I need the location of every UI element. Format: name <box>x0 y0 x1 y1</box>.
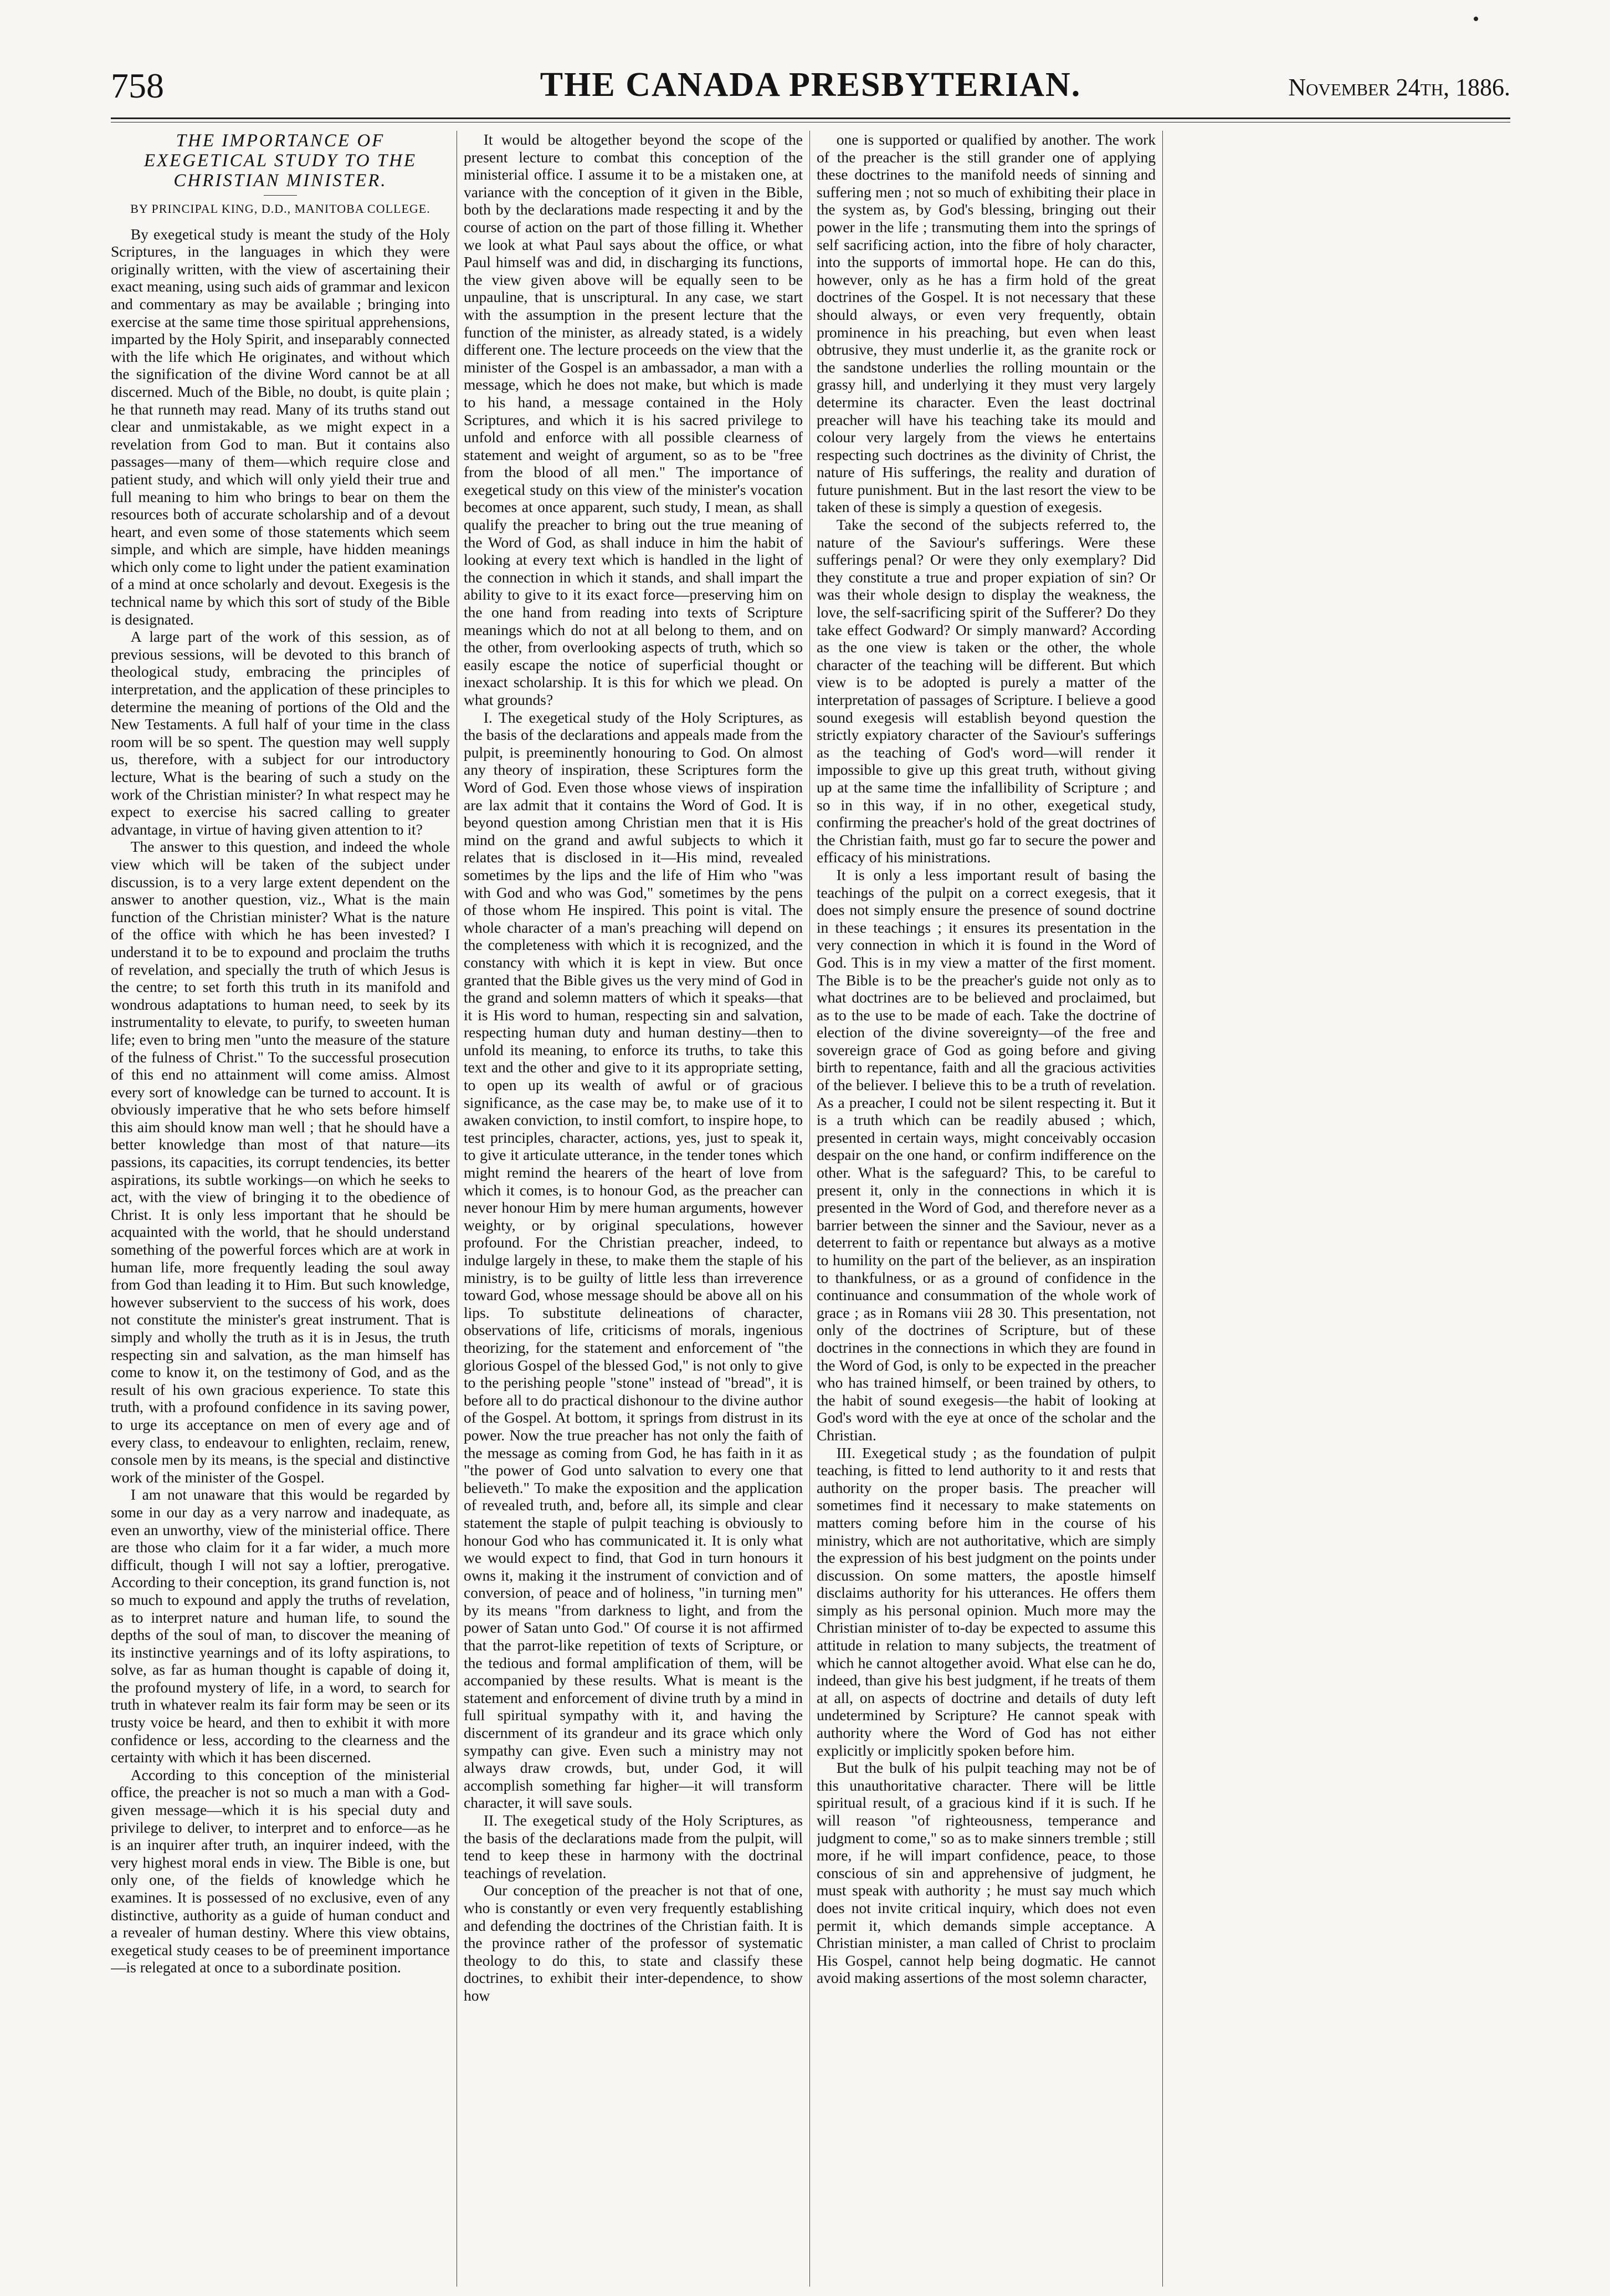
paragraph: It would be altogether beyond the scope of the present lecture to combat this conception of the ministerial office. I assume it to be a mistaken one, at variance with the conception of it given in the Bible, both by the declarations made respecting it and by the course of action on the part of those filling it. Whether we look at what Paul says about the office, or what Paul himself was and did, in discharging its functions, the view given above will be equally seen to be unpauline, that is unscriptural. In any case, we start with the assumption in the present lecture that the function of the minister, as already stated, is a widely different one. The lecture proceeds on the view that the minister of the Gospel is an ambassador, a man with a message, which he does not make, but which is made to his hand, a message contained in the Holy Scriptures, and which it is his sacred privilege to unfold and enforce with all possible clearness of statement and weight of argument, so as to be "free from the blood of all men." The importance of exegetical study on this view of the minister's vocation becomes at once apparent, such study, I mean, as shall qualify the preacher to bring out the true meaning of the Word of God, as shall induce in him the habit of looking at every text which is handled in the light of the connection in which it stands, and shall impart the ability to give to it its exact force—preserving him on the one hand from reading into texts of Scripture meanings which do not at all belong to them, and on the other, from overlooking aspects of truth, which so easily escape the notice of superficial thought or inexact scholarship. It is this for which we plead. On what grounds? <box>464 131 803 708</box>
column-1 <box>111 131 450 2287</box>
paragraph: It is only a less important result of basing the teachings of the pulpit on a correct exegesis, that it does not simply ensure the presence of sound doctrine in these teachings ; it ensures its presentation in the very connection in which it is found in the Word of God. This is in my view a matter of the first moment. The Bible is to be the preacher's guide not only as to what doctrines are to be believed and proclaimed, but as to the use to be made of each. Take the doctrine of election of the divine sovereignty—of the free and sovereign grace of God as going before and giving birth to repentance, faith and all the gracious activities of the believer. I believe this to be a truth of revelation. As a preacher, I could not be silent respecting it. But it is a truth which can be readily abused ; which, presented in certain ways, might conceivably occasion despair on the one hand, or confirm indifference on the other. What is the safeguard? This, to be careful to present it, only in the connections in which it is presented in the Word of God, and therefore never as a barrier between the sinner and the Saviour, never as a deterrent to faith or repentance but always as a motive to humility on the part of the believer, as an inspiration to thankfulness, or as a ground of confidence in the continuance and consummation of the whole work of grace ; as in Romans viii 28 30. This presentation, not only of the doctrines of Scripture, but of these doctrines in the connections in which they are found in the Word of God, is only to be expected in the preacher who has trained himself, or been trained by others, to the habit of sound exegesis—the habit of looking at God's word with the eye at once of the scholar and the Christian. <box>817 866 1156 1444</box>
column-1-text <box>111 226 450 1976</box>
issue-date: November 24th, 1886. <box>1288 74 1510 101</box>
paragraph: Take the second of the subjects referred to, the nature of the Saviour's sufferings. Were these sufferings penal? Or were they only exemplary? Did they constitute a true and proper expiation of sin? Or was their whole design to display the weakness, the love, the self-sacrificing spirit of the Sufferer? Do they take effect Godward? Or simply manward? According as the one view is taken or the other, the whole character of the teaching will be different. But which view is to be adopted is purely a matter of the interpretation of passages of Scripture. I believe a good sound exegesis will establish beyond question the strictly expiatory character of the Saviour's sufferings as the teaching of God's word—will render it impossible to give up this great truth, without giving up at the same time the infallibility of Scripture ; and so in this way, if in no other, exegetical study, confirming the preacher's hold of the great doctrines of the Christian faith, must go far to secure the power and efficacy of his ministrations. <box>817 516 1156 866</box>
masthead: THE CANADA PRESBYTERIAN. <box>540 66 1081 104</box>
column-divider <box>1162 131 1163 2287</box>
paragraph: But the bulk of his pulpit teaching may not be of this unauthoritative character. There will be little spiritual result, of a gracious kind if it is such. If he will reason "of righteousness, temperance and judgment to come," so as to make sinners tremble ; still more, if he will impart confidence, peace, to those conscious of sin and apprehensive of judgment, he must speak with authority ; he must say much which does not invite critical inquiry, which does not even permit it, which demands simple acceptance. A Christian minister, a man called of Christ to proclaim His Gospel, cannot help being dogmatic. He cannot avoid making assertions of the most solemn character, <box>817 1759 1156 1987</box>
paragraph: one is supported or qualified by another. The work of the preacher is the still grander one of applying these doctrines to the manifold needs of sinning and suffering men ; not so much of exhibiting their place in the system as, by God's blessing, bringing out their power in the life ; transmuting them into the springs of self sacrificing action, into the fibre of holy character, into the supports of immortal hope. He can do this, however, only as he has a firm hold of the great doctrines of the Gospel. It is not necessary that these should always, or even very frequently, obtain prominence in his preaching, but even when least obtrusive, they must underlie it, as the granite rock or the sandstone underlies the rolling mountain or the grassy hill, and underlying it they must very largely determine its character. Even the least doctrinal preacher will have his teaching take its mould and colour very largely from the views he entertains respecting such doctrines as the divinity of Christ, the nature of His sufferings, the reality and duration of future punishment. But in the last resort the view to be taken of these is simply a question of exegesis. <box>817 131 1156 516</box>
column-2-text <box>464 131 803 2004</box>
paragraph: I. The exegetical study of the Holy Scriptures, as the basis of the declarations and appeals made from the pulpit, is preeminently honouring to God. On almost any theory of inspiration, these Scriptures form the Word of God. Even those whose views of inspiration are lax admit that it contains the Word of God. It is beyond question among Christian men that it is His mind on the grand and awful subjects to which it relates that is disclosed in it—His mind, revealed sometimes by the lips and the life of Him who "was with God and who was God," sometimes by the pens of those whom He inspired. This point is vital. The whole character of a man's preaching will depend on the completeness with which it is recognized, and the constancy with which it is kept in view. But once granted that the Bible gives us the very mind of God in the grand and solemn matters of which it speaks—that it is His word to human, respecting sin and salvation, respecting human duty and human destiny—then to unfold its meaning, to enforce its truths, to take this text and the other and give to it its appropriate setting, to open up its wealth of awful or of gracious significance, as the case may be, to make use of it to awaken conviction, to instil comfort, to inspire hope, to test principles, character, actions, yes, just to speak it, to give it articulate utterance, in the tender tones which might remind the hearers of the heart of love from which it comes, is to honour God, as the preacher can never honour Him by mere human arguments, however weighty, or by original speculations, however profound. For the Christian preacher, indeed, to indulge largely in these, to make them the staple of his ministry, is to be guilty of little less than irreverence toward God, whose message should be above all on his lips. To substitute delineations of character, observations of life, criticisms of morals, ingenious theorizing, for the statement and enforcement of "the glorious Gospel of the blessed God," is not only to give to the perishing people "stone" instead of "bread", it is before all to do practical dishonour to the divine author of the Gospel. At bottom, it springs from distrust in its power. Now the true preacher has not only the faith of the message as coming from God, he has faith in it as "the power of God unto salvation to every one that believeth." To make the exposition and the application of revealed truth, and, before all, its simple and clear statement the staple of pulpit teaching is obviously to honour God who has communicated it. It is only what we would expect to find, that God in turn honours it owns it, making it the instrument of conviction and of conversion, of peace and of holiness, "in turning men" by its means "from darkness to light, and from the power of Satan unto God." Of course it is not affirmed that the parrot-like repetition of texts of Scripture, or the tedious and formal amplification of them, will be accompanied by these results. What is meant is the statement and enforcement of divine truth by a mind in full spiritual sympathy with it, and having the discernment of its grandeur and its grace which only sympathy can give. Even such a ministry may not always draw crowds, but, under God, it will accomplish something far higher—it will transform character, it will save souls. <box>464 708 803 1812</box>
column-3 <box>817 131 1156 2287</box>
paragraph: According to this conception of the ministerial office, the preacher is not so much a man with a God-given message—which it is his special duty and privilege to deliver, to interpret and to enforce—as he is an inquirer after truth, an inquirer indeed, with the very highest moral ends in view. The Bible is one, but only one, of the fields of knowledge which he examines. It is possessed of no exclusive, even of any distinctive, authority as a guide of human conduct and a revealer of human destiny. Where this view obtains, exegetical study ceases to be of preeminent importance—is relegated at once to a subordinate position. <box>111 1766 450 1976</box>
column-divider <box>809 131 810 2287</box>
page-header <box>111 65 1510 110</box>
title-separator <box>264 195 297 196</box>
paragraph: The answer to this question, and indeed the whole view which will be taken of the subject under discussion, is to a very large extent dependent on the answer to another question, viz., What is the main function of the Christian minister? What is the nature of the office with which he has been invested? I understand it to be to expound and proclaim the truths of revelation, and specially the truth of which Jesus is the centre; to set forth this truth in its manifold and wondrous adaptations to human need, to seek by its instrumentality to elevate, to purify, to sweeten human life; even to bring men "unto the measure of the stature of the fulness of Christ." To the successful prosecution of this end no attainment will come amiss. Almost every sort of knowledge can be turned to account. It is obviously imperative that he who sets before himself this aim should know man well ; that he should have a better knowledge than most of that nature—its passions, its capacities, its corrupt tendencies, its better aspirations, its subtle workings—on which he seeks to act, with the view of bringing it to the obedience of Christ. It is only less important that he should be acquainted with the world, that he should understand something of the powerful forces which are at work in human life, more frequently leading the soul away from God than leading it to Him. But such knowledge, however subservient to the success of his work, does not constitute the minister's great instrument. That is simply and wholly the truth as it is in Jesus, the truth respecting sin and salvation, as the man himself has come to know it, on the testimony of God, and as the result of his own gracious experience. To state this truth, with a profound confidence in its saving power, to urge its acceptance on men of every age and of every class, to endeavour to enlighten, reclaim, renew, console men by its means, is the special and distinctive work of the minister of the Gospel. <box>111 838 450 1486</box>
paragraph: By exegetical study is meant the study of the Holy Scriptures, in the languages in which they were originally written, with the view of ascertaining their exact meaning, using such aids of grammar and lexicon and commentary as may be available ; bringing into exercise at the same time those spiritual apprehensions, imparted by the Holy Spirit, and inseparably connected with the life which He originates, and without which the signification of the divine Word cannot be at all discerned. Much of the Bible, no doubt, is quite plain ; he that runneth may read. Many of its truths stand out clear and unmistakable, as we might expect in a revelation from God to man. But it contains also passages—many of them—which require close and patient study, and which will only yield their true and full meaning to him who brings to bear on them the resources both of accurate scholarship and of a devout heart, and even some of those statements which seem simple, and which are simple, have hidden meanings which only come to light under the patient examination of a mind at once scholarly and devout. Exegesis is the technical name by which this sort of study of the Bible is designated. <box>111 225 450 628</box>
ink-speck <box>1474 17 1478 21</box>
paragraph: A large part of the work of this session, as of previous sessions, will be devoted to this branch of theological study, embracing the principles of interpretation, and the application of these principles to determine the meaning of portions of the Old and the New Testaments. A full half of your time in the class room will be so spent. The question may well supply us, therefore, with a subject for our introductory lecture, What is the bearing of such a study on the work of the Christian minister? In what respect may he expect to exercise his sacred calling to greater advantage, in virtue of having given attention to it? <box>111 628 450 838</box>
header-rule <box>111 117 1510 119</box>
article-byline: BY PRINCIPAL KING, D.D., MANITOBA COLLEGE. <box>130 202 430 216</box>
paragraph: I am not unaware that this would be regarded by some in our day as a very narrow and inadequate, as even an unworthy, view of the ministerial office. There are those who claim for it a far wider, a much more difficult, though I will not say a loftier, prerogative. According to their conception, its grand function is, not so much to expound and apply the truths of revelation, as to interpret nature and human life, to sound the depths of the soul of man, to discover the meaning of its instinctive yearnings and of its lofty aspirations, to solve, as far as human thought is capable of doing it, the profound mystery of life, in a word, to search for truth in whatever realm its fair form may be seen or its trusty voice be heard, and then to exhibit it with more confidence or less, according to the clearness and the certainty with which it has been discerned. <box>111 1486 450 1766</box>
paragraph: Our conception of the preacher is not that of one, who is constantly or even very frequently establishing and defending the doctrines of the Christian faith. It is the province rather of the professor of systematic theology to do this, to state and classify these doctrines, to exhibit their inter-dependence, to show how <box>464 1881 803 2004</box>
paragraph: III. Exegetical study ; as the foundation of pulpit teaching, is fitted to lend authority to it and rests that authority on the proper basis. The preacher will sometimes find it necessary to make statements on matters coming before him in the course of his ministry, which are not authoritative, which are simply the expression of his best judgment on the points under discussion. On some matters, the apostle himself disclaims authority for his utterances. He offers them simply as his personal opinion. Much more may the Christian minister of to-day be expected to assume this attitude in relation to many subjects, the treatment of which he cannot altogether avoid. What else can he do, indeed, than give his best judgment, if he treats of them at all, on aspects of doctrine and details of duty left undetermined by Scripture? He cannot speak with authority where the Word of God has not either explicitly or implicitly spoken before him. <box>817 1444 1156 1759</box>
page-number: 758 <box>111 66 164 105</box>
column-2 <box>464 131 803 2287</box>
column-4 <box>1170 131 1509 2287</box>
column-3-text <box>817 131 1156 1987</box>
article-title: THE IMPORTANCE OF EXEGETICAL STUDY TO THE CHRISTIAN MINISTER. <box>143 131 417 191</box>
paragraph: II. The exegetical study of the Holy Scriptures, as the basis of the declarations made from the pulpit, will tend to keep these in harmony with the doctrinal teachings of revelation. <box>464 1812 803 1881</box>
